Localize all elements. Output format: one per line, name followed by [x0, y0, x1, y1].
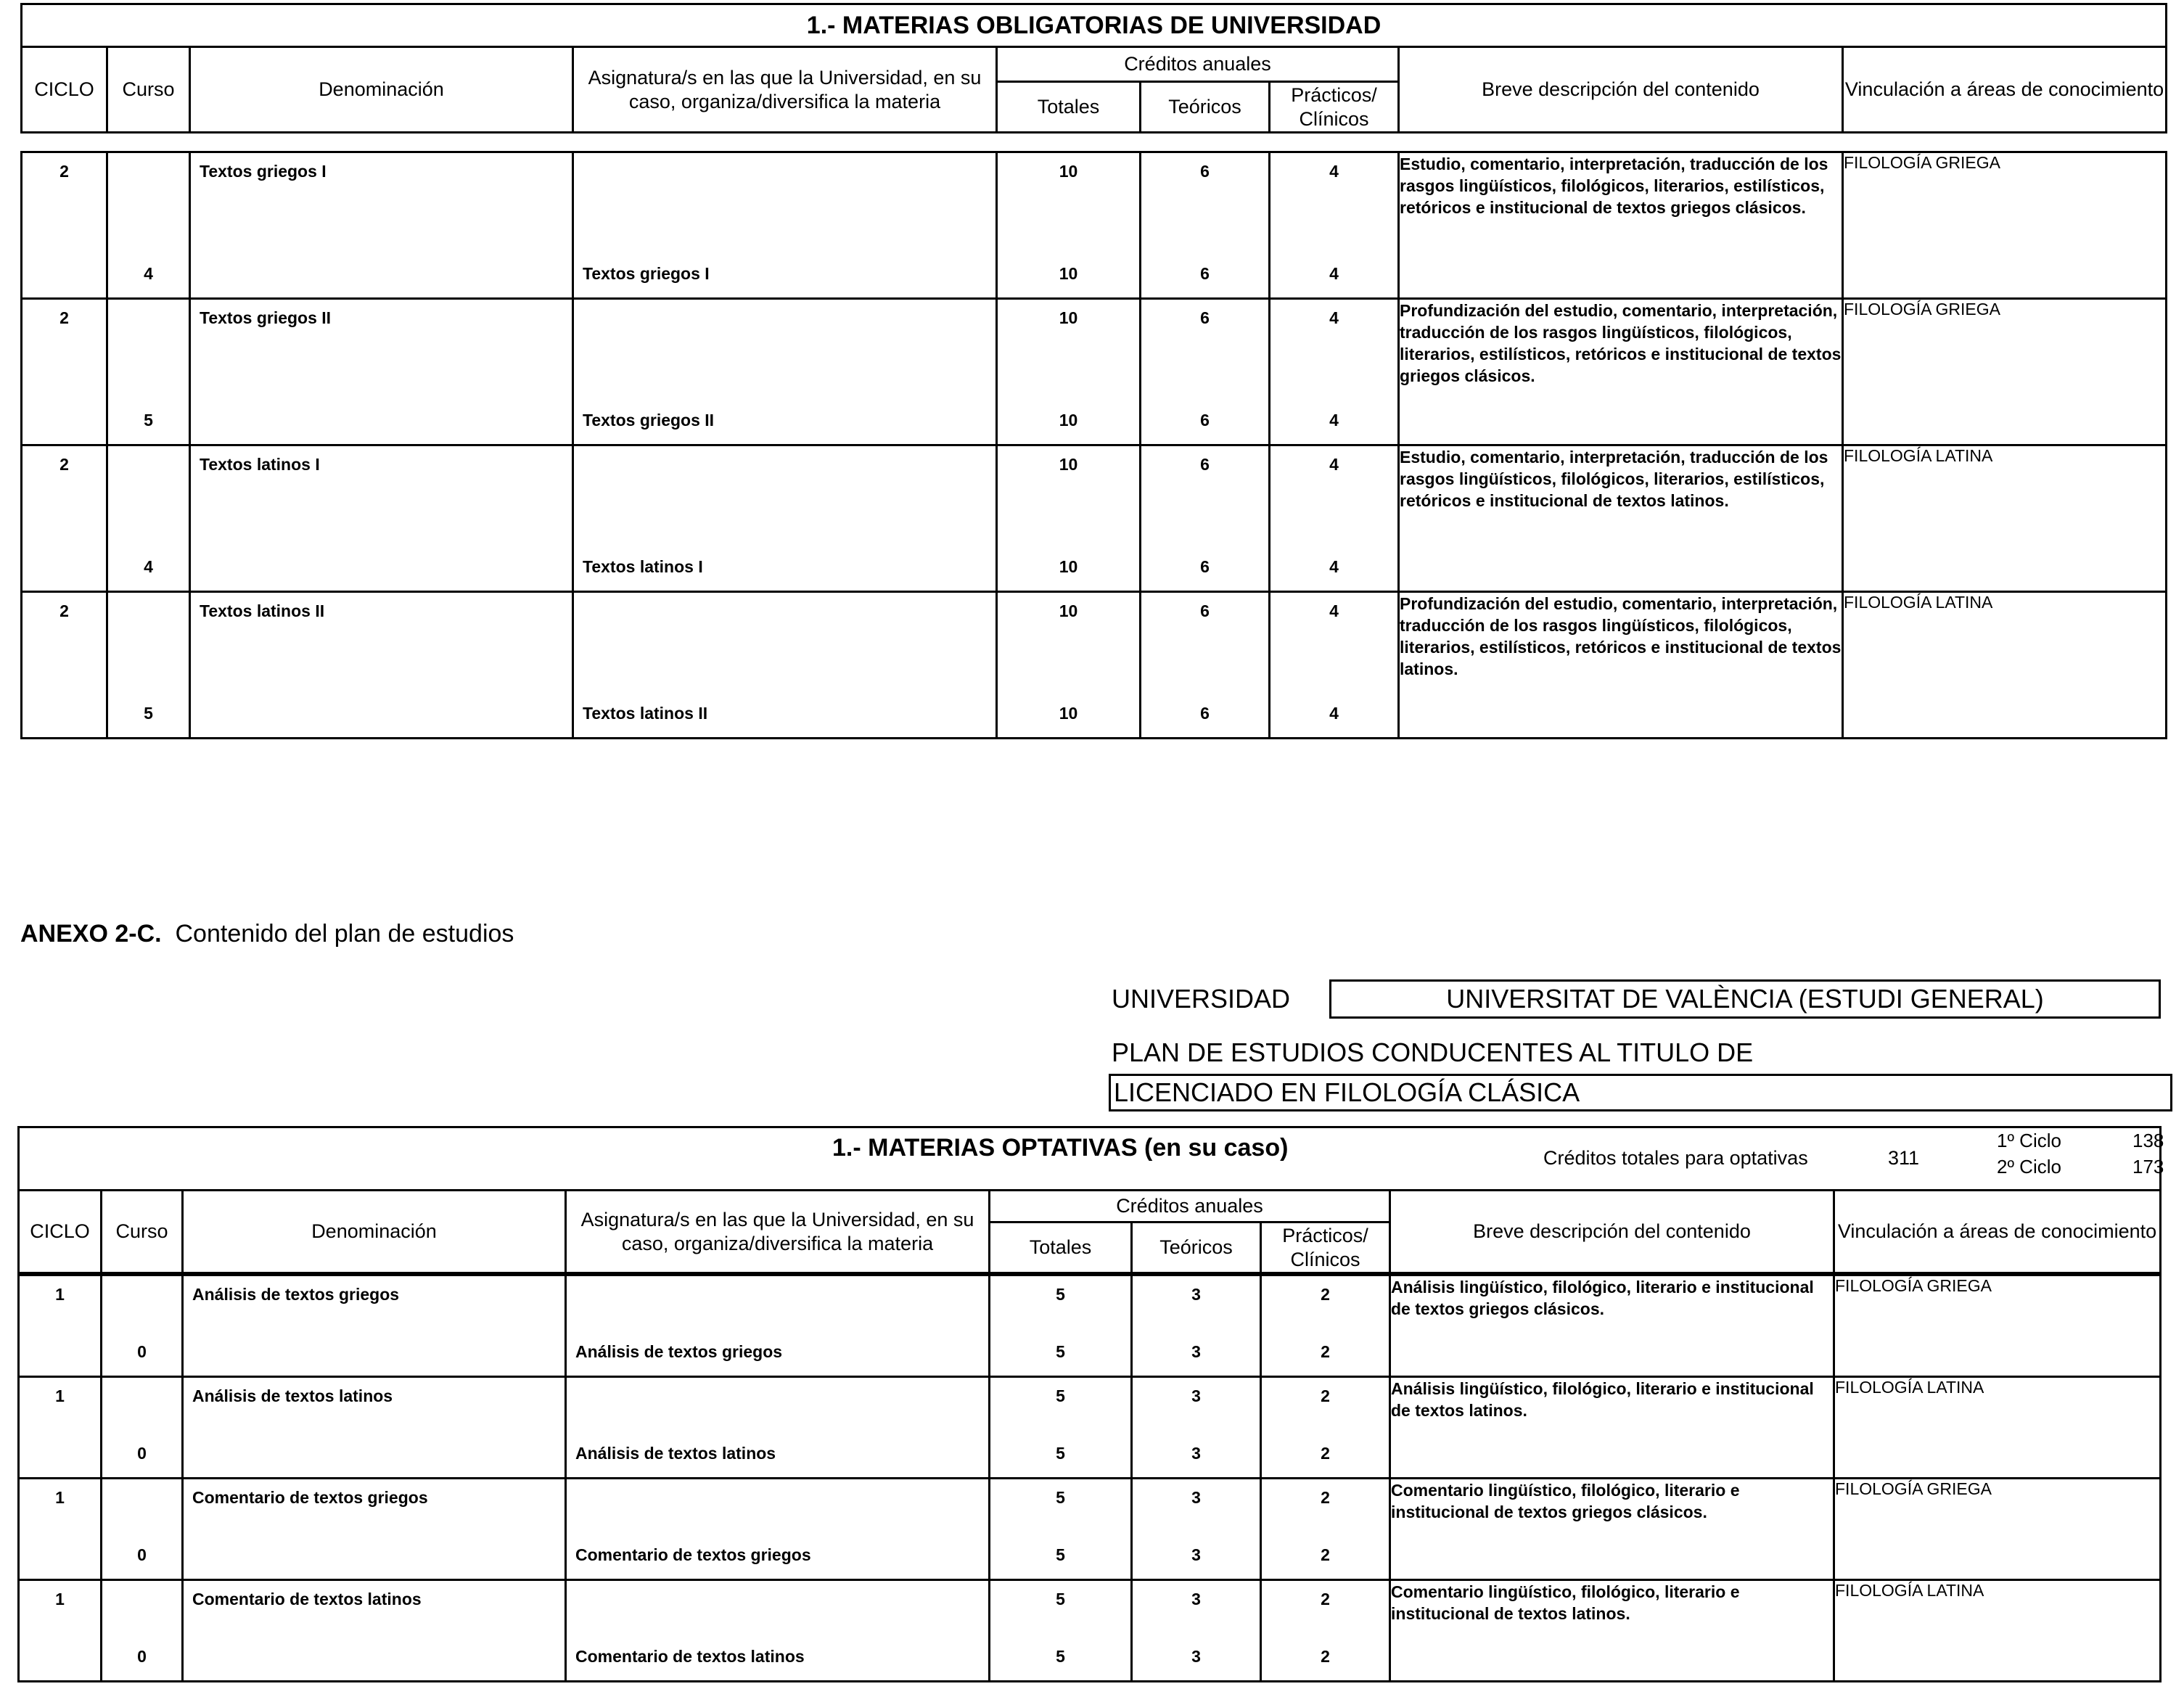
optativa-teoricos-value: 3 — [1191, 1386, 1201, 1405]
opt-header-vinculacion: Vinculación a áreas de conocimiento — [1834, 1191, 2161, 1273]
optativa-teoricos-value: 3 — [1191, 1590, 1201, 1608]
optativa-curso-value: 0 — [137, 1444, 147, 1463]
optativa-teoricos-cell — [1132, 1275, 1261, 1377]
obligatoria-descripcion-cell: Estudio, comentario, interpretación, traducción de los rasgos lingüísticos, filológicos, literarios, estilísticos, retóricos e institucional de textos latinos. — [1399, 445, 1843, 592]
obligatoria-row — [22, 592, 2167, 739]
opt-header-curso: Curso — [102, 1191, 183, 1273]
optativa-practicos-value: 2 — [1321, 1285, 1330, 1304]
optativa-row — [19, 1275, 2161, 1377]
optativas-header-table — [17, 1126, 2162, 1274]
obligatoria-denominacion-cell — [190, 445, 573, 592]
optativa-denominacion-cell — [183, 1275, 566, 1377]
opt-header-asignaturas: Asignatura/s en las que la Universidad, en su caso, organiza/diversifica la materia — [566, 1191, 990, 1273]
optativa-ciclo-cell — [19, 1377, 102, 1479]
obligatoria-totales-value: 10 — [1059, 162, 1078, 181]
optativa-asignatura-cell — [566, 1275, 990, 1377]
obligatoria-denominacion-value: Textos latinos I — [200, 455, 320, 474]
optativa-area-cell: FILOLOGÍA GRIEGA — [1834, 1275, 2161, 1377]
obligatoria-totales-value: 10 — [1059, 455, 1078, 474]
obligatoria-practicos-cell — [1270, 445, 1399, 592]
anexo-heading — [20, 920, 514, 948]
header-totales: Totales — [997, 82, 1141, 133]
optativa-row — [19, 1377, 2161, 1479]
obligatoria-totales2-value: 10 — [1059, 411, 1078, 430]
optativa-totales-value: 5 — [1056, 1590, 1065, 1608]
optativa-teoricos2-value: 3 — [1191, 1545, 1201, 1564]
obligatoria-practicos-value: 4 — [1329, 308, 1339, 327]
obligatoria-totales-value: 10 — [1059, 601, 1078, 620]
obligatoria-asignatura-cell — [573, 445, 997, 592]
optativa-denominacion-value: Análisis de textos griegos — [192, 1285, 400, 1304]
optativa-row — [19, 1580, 2161, 1682]
optativa-curso-cell — [102, 1479, 183, 1580]
obligatoria-curso-value: 5 — [144, 704, 153, 723]
opt-header-denominacion: Denominación — [183, 1191, 566, 1273]
optativa-practicos2-value: 2 — [1321, 1545, 1330, 1564]
opt-header-totales: Totales — [990, 1222, 1132, 1273]
anexo-text: Contenido del plan de estudios — [175, 920, 514, 948]
header-ciclo: CICLO — [22, 47, 107, 133]
optativa-ciclo-cell — [19, 1479, 102, 1580]
header-curso: Curso — [107, 47, 190, 133]
obligatoria-area-cell: FILOLOGÍA GRIEGA — [1843, 152, 2167, 299]
anexo-label: ANEXO 2-C. — [20, 920, 162, 948]
optativa-totales2-value: 5 — [1056, 1342, 1065, 1361]
optativa-area-cell: FILOLOGÍA LATINA — [1834, 1377, 2161, 1479]
obligatoria-ciclo-cell — [22, 445, 107, 592]
obligatoria-practicos-cell — [1270, 152, 1399, 299]
obligatoria-curso-cell — [107, 152, 190, 299]
obligatoria-denominacion-value: Textos griegos I — [200, 162, 327, 181]
optativa-practicos2-value: 2 — [1321, 1342, 1330, 1361]
header-descripcion: Breve descripción del contenido — [1399, 47, 1843, 133]
opt-header-practicos: Prácticos/ Clínicos — [1261, 1222, 1390, 1273]
obligatoria-practicos2-value: 4 — [1329, 411, 1339, 430]
obligatoria-curso-value: 4 — [144, 557, 153, 576]
optativas-title: 1.- MATERIAS OPTATIVAS (en su caso) — [832, 1134, 1289, 1162]
optativa-denominacion-cell — [183, 1479, 566, 1580]
obligatoria-curso-cell — [107, 592, 190, 739]
optativa-teoricos2-value: 3 — [1191, 1647, 1201, 1666]
obligatoria-asignatura-cell — [573, 299, 997, 445]
optativa-totales2-value: 5 — [1056, 1647, 1065, 1666]
obligatoria-totales2-value: 10 — [1059, 557, 1078, 576]
optativa-totales-value: 5 — [1056, 1285, 1065, 1304]
header-practicos: Prácticos/ Clínicos — [1270, 82, 1399, 133]
obligatoria-row — [22, 299, 2167, 445]
optativa-practicos2-value: 2 — [1321, 1647, 1330, 1666]
obligatoria-curso-value: 4 — [144, 264, 153, 283]
opt-header-descripcion: Breve descripción del contenido — [1390, 1191, 1834, 1273]
optativa-asignatura-cell — [566, 1377, 990, 1479]
obligatoria-practicos-value: 4 — [1329, 162, 1339, 181]
obligatoria-asignatura-value: Textos latinos II — [583, 704, 708, 723]
obligatoria-teoricos-cell — [1141, 592, 1270, 739]
universidad-label: UNIVERSIDAD — [1112, 984, 1291, 1014]
obligatoria-asignatura-value: Textos latinos I — [583, 557, 703, 576]
optativa-denominacion-cell — [183, 1377, 566, 1479]
optativa-asignatura-value: Comentario de textos griegos — [575, 1545, 811, 1564]
obligatoria-teoricos-value: 6 — [1200, 455, 1210, 474]
optativas-body-table — [17, 1274, 2162, 1682]
optativa-teoricos-cell — [1132, 1479, 1261, 1580]
obligatoria-totales-cell — [997, 445, 1141, 592]
optativa-teoricos2-value: 3 — [1191, 1342, 1201, 1361]
obligatoria-descripcion-cell: Profundización del estudio, comentario, interpretación, traducción de los rasgos lingüísticos, filológicos, literarios, estilísticos, retóricos e institucional de textos latinos. — [1399, 592, 1843, 739]
obligatoria-denominacion-cell — [190, 299, 573, 445]
obligatoria-asignatura-cell — [573, 592, 997, 739]
optativa-practicos-cell — [1261, 1377, 1390, 1479]
optativa-totales-cell — [990, 1275, 1132, 1377]
optativa-denominacion-cell — [183, 1580, 566, 1682]
optativa-teoricos-cell — [1132, 1377, 1261, 1479]
obligatoria-descripcion-cell: Estudio, comentario, interpretación, traducción de los rasgos lingüísticos, filológicos, literarios, estilísticos, retóricos e institucional de textos griegos clásicos. — [1399, 152, 1843, 299]
obligatoria-teoricos-cell — [1141, 299, 1270, 445]
optativa-totales2-value: 5 — [1056, 1545, 1065, 1564]
optativa-curso-cell — [102, 1580, 183, 1682]
obligatoria-teoricos-cell — [1141, 445, 1270, 592]
obligatoria-ciclo-cell — [22, 299, 107, 445]
optativa-asignatura-cell — [566, 1479, 990, 1580]
obligatorias-header-table — [20, 3, 2167, 133]
optativa-asignatura-value: Análisis de textos griegos — [575, 1342, 783, 1361]
optativa-practicos-value: 2 — [1321, 1590, 1330, 1608]
optativas-creditos-label: Créditos totales para optativas — [1543, 1147, 1808, 1169]
obligatoria-teoricos-value: 6 — [1200, 162, 1210, 181]
ciclo1-label: 1º Ciclo — [1997, 1130, 2061, 1151]
optativa-practicos-cell — [1261, 1479, 1390, 1580]
header-vinculacion: Vinculación a áreas de conocimiento — [1843, 47, 2167, 133]
obligatoria-teoricos2-value: 6 — [1200, 704, 1210, 723]
obligatorias-body-table — [20, 151, 2167, 739]
optativa-denominacion-value: Comentario de textos latinos — [192, 1590, 422, 1608]
obligatoria-totales-cell — [997, 299, 1141, 445]
optativa-practicos-cell — [1261, 1580, 1390, 1682]
obligatoria-denominacion-cell — [190, 592, 573, 739]
optativa-teoricos-value: 3 — [1191, 1285, 1201, 1304]
optativa-denominacion-value: Análisis de textos latinos — [192, 1386, 393, 1405]
obligatoria-teoricos-value: 6 — [1200, 308, 1210, 327]
optativa-totales2-value: 5 — [1056, 1444, 1065, 1463]
optativa-ciclo-value: 1 — [55, 1386, 65, 1405]
universidad-value: UNIVERSITAT DE VALÈNCIA (ESTUDI GENERAL) — [1329, 979, 2161, 1019]
obligatoria-practicos2-value: 4 — [1329, 704, 1339, 723]
plan-label: PLAN DE ESTUDIOS CONDUCENTES AL TITULO DE — [1112, 1037, 1754, 1067]
obligatoria-ciclo-value: 2 — [59, 455, 69, 474]
obligatoria-area-cell: FILOLOGÍA GRIEGA — [1843, 299, 2167, 445]
optativa-totales-cell — [990, 1479, 1132, 1580]
obligatoria-row — [22, 445, 2167, 592]
optativa-totales-value: 5 — [1056, 1386, 1065, 1405]
ciclo2-label: 2º Ciclo — [1997, 1156, 2061, 1178]
optativa-totales-cell — [990, 1580, 1132, 1682]
obligatoria-area-cell: FILOLOGÍA LATINA — [1843, 592, 2167, 739]
obligatoria-practicos-cell — [1270, 299, 1399, 445]
obligatoria-teoricos-value: 6 — [1200, 601, 1210, 620]
obligatoria-curso-cell — [107, 299, 190, 445]
obligatoria-totales2-value: 10 — [1059, 264, 1078, 283]
obligatoria-ciclo-value: 2 — [59, 601, 69, 620]
optativa-ciclo-cell — [19, 1580, 102, 1682]
optativa-row — [19, 1479, 2161, 1580]
optativa-ciclo-value: 1 — [55, 1285, 65, 1304]
optativa-totales-value: 5 — [1056, 1488, 1065, 1507]
obligatoria-denominacion-cell — [190, 152, 573, 299]
obligatoria-curso-cell — [107, 445, 190, 592]
obligatoria-ciclo-cell — [22, 592, 107, 739]
optativa-asignatura-value: Comentario de textos latinos — [575, 1647, 805, 1666]
obligatoria-denominacion-value: Textos griegos II — [200, 308, 332, 327]
obligatoria-teoricos-cell — [1141, 152, 1270, 299]
obligatoria-totales-value: 10 — [1059, 308, 1078, 327]
obligatoria-denominacion-value: Textos latinos II — [200, 601, 325, 620]
optativa-descripcion-cell: Análisis lingüístico, filológico, literario e institucional de textos griegos clásicos. — [1390, 1275, 1834, 1377]
plan-value: LICENCIADO EN FILOLOGÍA CLÁSICA — [1109, 1074, 2172, 1111]
obligatoria-practicos-value: 4 — [1329, 601, 1339, 620]
optativa-practicos-value: 2 — [1321, 1488, 1330, 1507]
optativa-practicos-cell — [1261, 1275, 1390, 1377]
optativa-descripcion-cell: Comentario lingüístico, filológico, literario e institucional de textos latinos. — [1390, 1580, 1834, 1682]
optativas-creditos-total: 311 — [1888, 1147, 1920, 1169]
optativa-practicos-value: 2 — [1321, 1386, 1330, 1405]
optativa-descripcion-cell: Comentario lingüístico, filológico, literario e institucional de textos griegos clásicos. — [1390, 1479, 1834, 1580]
opt-header-teoricos: Teóricos — [1132, 1222, 1261, 1273]
obligatoria-teoricos2-value: 6 — [1200, 264, 1210, 283]
optativa-ciclo-cell — [19, 1275, 102, 1377]
obligatoria-asignatura-value: Textos griegos II — [583, 411, 715, 430]
optativa-curso-value: 0 — [137, 1647, 147, 1666]
optativa-area-cell: FILOLOGÍA LATINA — [1834, 1580, 2161, 1682]
optativa-asignatura-value: Análisis de textos latinos — [575, 1444, 776, 1463]
ciclo2-value: 173 — [2132, 1156, 2164, 1178]
optativa-descripcion-cell: Análisis lingüístico, filológico, literario e institucional de textos latinos. — [1390, 1377, 1834, 1479]
obligatoria-area-cell: FILOLOGÍA LATINA — [1843, 445, 2167, 592]
obligatoria-teoricos2-value: 6 — [1200, 411, 1210, 430]
obligatoria-practicos-cell — [1270, 592, 1399, 739]
optativa-denominacion-value: Comentario de textos griegos — [192, 1488, 428, 1507]
optativa-curso-cell — [102, 1275, 183, 1377]
optativa-curso-value: 0 — [137, 1545, 147, 1564]
optativa-totales-cell — [990, 1377, 1132, 1479]
optativa-teoricos-value: 3 — [1191, 1488, 1201, 1507]
optativa-area-cell: FILOLOGÍA GRIEGA — [1834, 1479, 2161, 1580]
optativa-curso-value: 0 — [137, 1342, 147, 1361]
header-creditos-anuales: Créditos anuales — [997, 47, 1399, 82]
obligatoria-ciclo-value: 2 — [59, 162, 69, 181]
opt-header-creditos-anuales: Créditos anuales — [990, 1191, 1390, 1222]
obligatoria-teoricos2-value: 6 — [1200, 557, 1210, 576]
obligatoria-asignatura-value: Textos griegos I — [583, 264, 710, 283]
obligatoria-descripcion-cell: Profundización del estudio, comentario, interpretación, traducción de los rasgos lingüísticos, filológicos, literarios, estilísticos, retóricos e institucional de textos griegos clásicos. — [1399, 299, 1843, 445]
obligatoria-ciclo-value: 2 — [59, 308, 69, 327]
optativa-teoricos-cell — [1132, 1580, 1261, 1682]
optativa-ciclo-value: 1 — [55, 1590, 65, 1608]
obligatorias-title: 1.- MATERIAS OBLIGATORIAS DE UNIVERSIDAD — [22, 4, 2167, 47]
obligatoria-row — [22, 152, 2167, 299]
optativa-practicos2-value: 2 — [1321, 1444, 1330, 1463]
ciclo1-value: 138 — [2132, 1130, 2164, 1151]
obligatoria-practicos-value: 4 — [1329, 455, 1339, 474]
obligatoria-asignatura-cell — [573, 152, 997, 299]
obligatoria-practicos2-value: 4 — [1329, 557, 1339, 576]
optativas-banner — [19, 1127, 2164, 1191]
obligatoria-practicos2-value: 4 — [1329, 264, 1339, 283]
optativa-ciclo-value: 1 — [55, 1488, 65, 1507]
obligatoria-curso-value: 5 — [144, 411, 153, 430]
obligatoria-totales-cell — [997, 152, 1141, 299]
opt-header-ciclo: CICLO — [19, 1191, 102, 1273]
optativa-curso-cell — [102, 1377, 183, 1479]
header-denominacion: Denominación — [190, 47, 573, 133]
header-asignaturas: Asignatura/s en las que la Universidad, en su caso, organiza/diversifica la materia — [573, 47, 997, 133]
obligatoria-totales2-value: 10 — [1059, 704, 1078, 723]
obligatoria-ciclo-cell — [22, 152, 107, 299]
header-teoricos: Teóricos — [1141, 82, 1270, 133]
obligatoria-totales-cell — [997, 592, 1141, 739]
optativa-teoricos2-value: 3 — [1191, 1444, 1201, 1463]
optativa-asignatura-cell — [566, 1580, 990, 1682]
